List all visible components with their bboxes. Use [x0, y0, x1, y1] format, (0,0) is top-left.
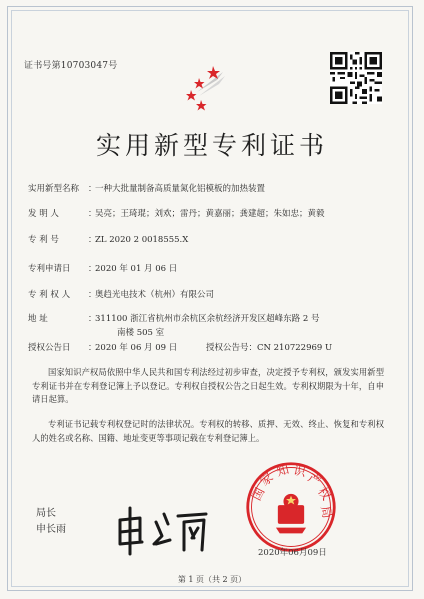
field-label: 专利申请日 — [28, 264, 71, 274]
star-emblem-icon — [183, 58, 239, 114]
announcement-number: 授权公告号：CN 210722969 U — [205, 343, 333, 353]
handwritten-signature — [112, 500, 212, 560]
svg-text:国: 国 — [249, 485, 268, 503]
row-patent-number: 专 利 号 ：ZL 2020 2 0018555.X — [28, 235, 189, 245]
utility-model-name: 一种大批量制备高质量氮化铝模板的加热装置 — [95, 184, 266, 194]
director-title: 局长 — [36, 508, 56, 519]
field-label: 地 址 — [28, 314, 48, 324]
row-utility-model-name: 实用新型名称 ：一种大批量制备高质量氮化铝模板的加热装置 — [28, 184, 266, 194]
address: 311100 浙江省杭州市余杭区余杭经济开发区超峰东路 2 号 — [95, 314, 320, 324]
certificate-number: 证书号第10703047号 — [24, 61, 118, 71]
page-footer: 第 1 页（共 2 页） — [177, 575, 247, 584]
row-grant-date: 授权公告日 ：2020 年 06 月 09 日 授权公告号：CN 210722969 U — [28, 343, 333, 353]
field-label: 授权公告日 — [28, 343, 71, 353]
paragraph-legal-status: 专利证书记载专利权登记时的法律状况。专利权的转移、质押、无效、终止、恢复和专利权人的姓名或名称、国籍、地址变更等事项记载在专利登记簿上。 — [32, 419, 384, 443]
field-label: 发 明 人 — [28, 209, 59, 219]
address-line-2: 南楼 505 室 — [117, 328, 165, 338]
svg-text:知: 知 — [274, 462, 291, 479]
svg-text:识: 识 — [292, 463, 307, 480]
field-label: 专 利 权 人 — [28, 290, 71, 300]
svg-text:局: 局 — [318, 504, 335, 520]
svg-text:产: 产 — [305, 470, 324, 489]
application-date: 2020 年 01 月 06 日 — [95, 264, 178, 274]
certificate-title: 实用新型专利证书 — [95, 131, 328, 160]
field-label: 专 利 号 — [28, 235, 59, 245]
row-address: 地 址 ：311100 浙江省杭州市余杭区余杭经济开发区超峰东路 2 号 — [28, 314, 320, 324]
svg-text:权: 权 — [314, 484, 334, 503]
inventors: 吴亮；王琦琨；刘欢；雷丹；黄嘉丽；龚建超；朱如忠；黄毅 — [95, 209, 325, 219]
qr-code-icon — [330, 52, 382, 104]
field-label: 实用新型名称 — [28, 184, 80, 194]
grant-date: 2020 年 06 月 09 日 — [95, 343, 178, 353]
patentee: 奥趋光电技术（杭州）有限公司 — [95, 290, 215, 300]
svg-text:家: 家 — [257, 470, 276, 489]
patent-number: ZL 2020 2 0018555.X — [95, 235, 189, 245]
official-seal — [244, 460, 338, 554]
director-name: 申长雨 — [36, 524, 66, 535]
paragraph-grant: 国家知识产权局依照中华人民共和国专利法经过初步审查，决定授予专利权，颁发实用新型专利证书并在专利登记簿上予以登记。专利权自授权公告之日起生效。专利权期限为十年，自申请日起算。 — [32, 367, 384, 404]
row-inventors: 发 明 人 ：吴亮；王琦琨；刘欢；雷丹；黄嘉丽；龚建超；朱如忠；黄毅 — [28, 209, 325, 219]
row-application-date: 专利申请日 ：2020 年 01 月 06 日 — [28, 264, 178, 274]
row-patentee: 专 利 权 人 ：奥趋光电技术（杭州）有限公司 — [28, 290, 215, 300]
seal-date: 2020年06月09日 — [258, 548, 327, 558]
